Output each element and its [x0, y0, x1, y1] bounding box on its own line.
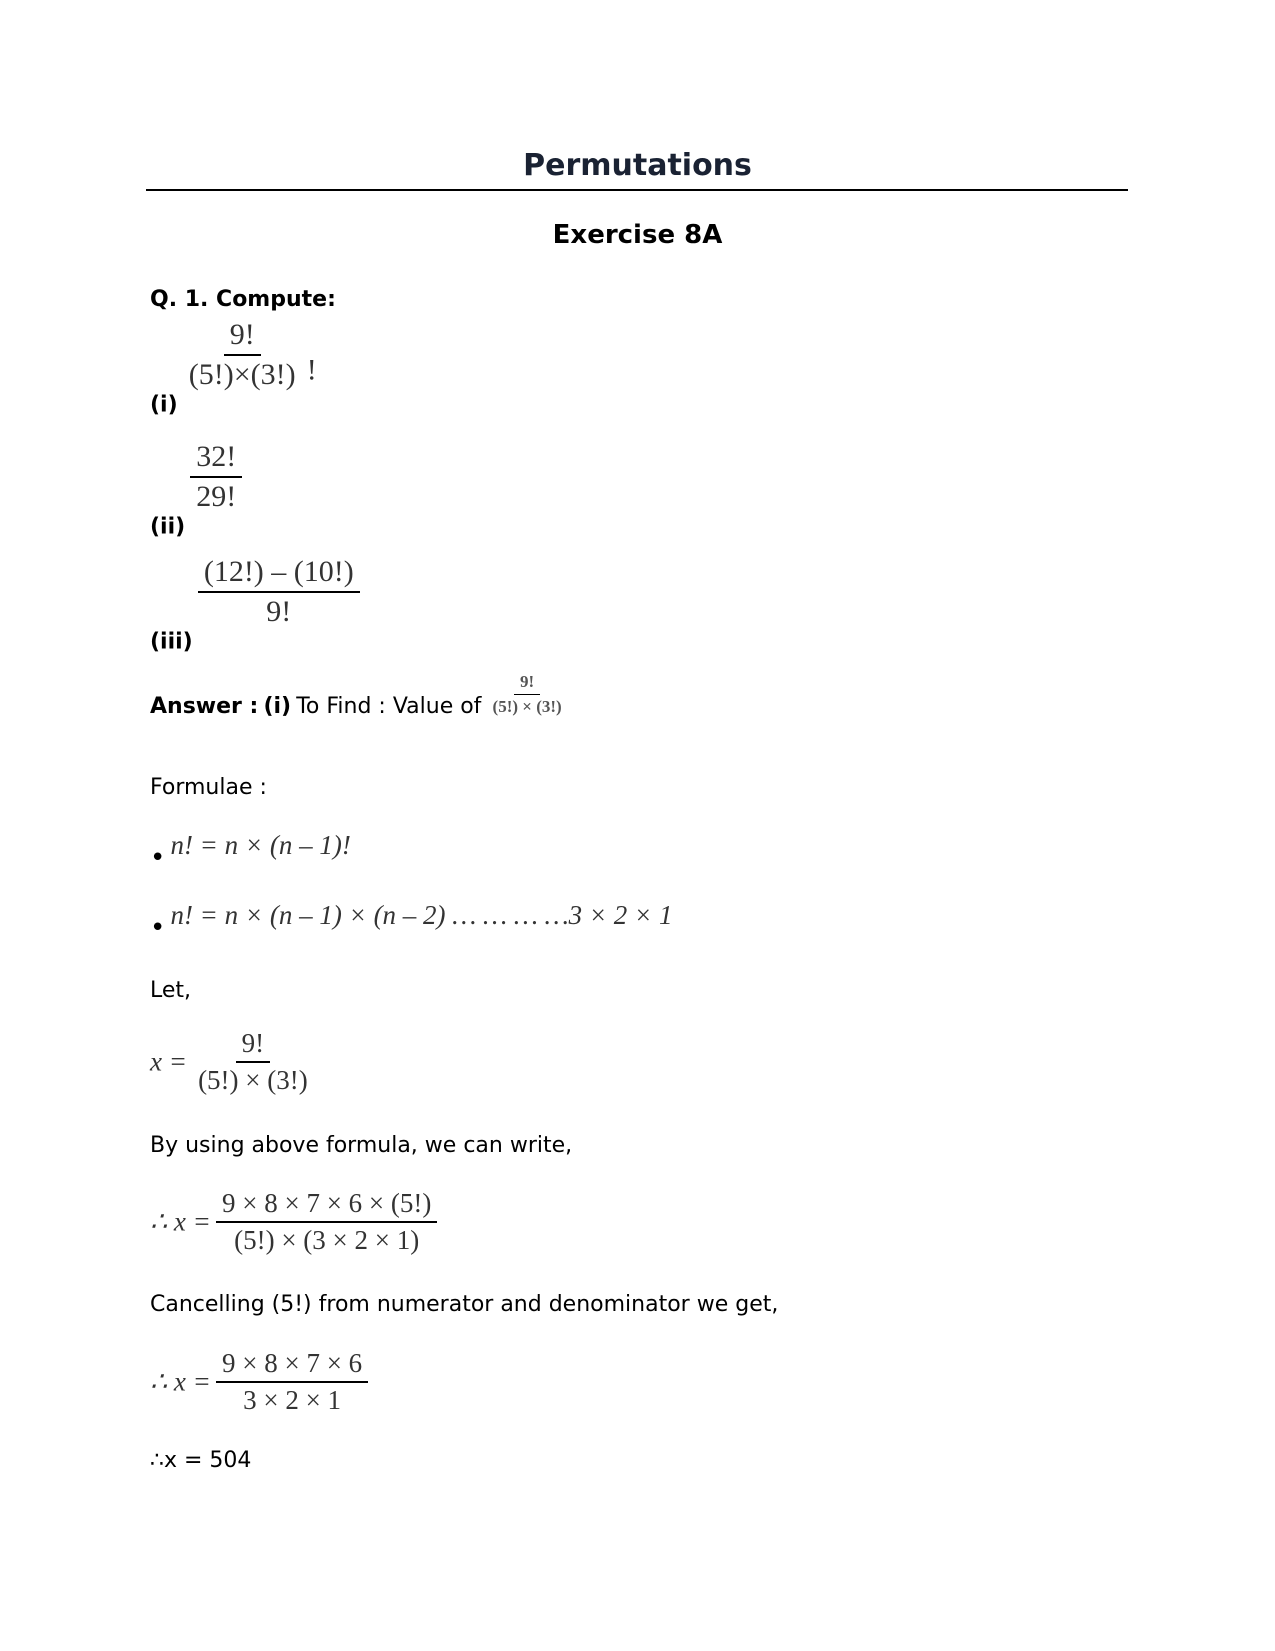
fraction-numerator: 9!	[224, 318, 261, 356]
fraction-denominator: 9!	[266, 595, 292, 628]
let-label: Let,	[150, 978, 192, 1003]
cancelling-text: Cancelling (5!) from numerator and denominator we get,	[150, 1292, 779, 1317]
question-part-ii	[150, 440, 242, 540]
equation-1-lhs: x =	[150, 1046, 187, 1077]
equation-3-lhs: ∴ x =	[150, 1366, 211, 1397]
equation-2-lhs: ∴ x =	[150, 1206, 211, 1237]
fraction-denominator: (5!) × (3!)	[198, 1065, 308, 1095]
fraction-denominator: (5!) × (3!)	[492, 697, 562, 716]
answer-line	[150, 672, 568, 719]
formula-1	[150, 830, 351, 873]
question-label: Q. 1. Compute:	[150, 287, 336, 312]
part-label-iii: (iii)	[150, 629, 193, 655]
formulae-label: Formulae :	[150, 775, 267, 800]
fraction-numerator: 9 × 8 × 7 × 6	[216, 1348, 368, 1383]
final-result: ∴x = 504	[150, 1448, 252, 1473]
bullet-icon: •	[150, 843, 166, 873]
formula-1-text: n! = n × (n – 1)!	[170, 830, 351, 860]
title-divider	[146, 189, 1128, 191]
formula-2-text: n! = n × (n – 1) × (n – 2) … … … …3 × 2 × 1	[170, 900, 673, 930]
fraction-denominator: (5!)×(3!)	[188, 358, 296, 391]
question-part-iii	[150, 555, 360, 655]
using-formula-text: By using above formula, we can write,	[150, 1133, 573, 1158]
fraction-numerator: 9!	[236, 1028, 271, 1063]
exercise-title: Exercise 8A	[552, 220, 723, 250]
fraction-numerator: 9!	[514, 672, 540, 695]
formula-2	[150, 900, 673, 943]
equation-3	[150, 1348, 368, 1416]
equation-3-fraction	[216, 1348, 368, 1416]
fraction-denominator: (5!) × (3 × 2 × 1)	[234, 1225, 420, 1255]
equation-1	[150, 1028, 314, 1096]
fraction-numerator: 9 × 8 × 7 × 6 × (5!)	[216, 1188, 437, 1223]
bullet-icon: •	[150, 913, 166, 943]
page-title: Permutations	[523, 148, 752, 183]
answer-part-label: (i)	[263, 694, 292, 719]
equation-2	[150, 1188, 437, 1256]
fraction-part-iii	[198, 555, 360, 629]
question-part-i	[150, 318, 317, 418]
equation-2-fraction	[216, 1188, 437, 1256]
fraction-numerator: 32!	[190, 440, 242, 478]
equation-1-fraction	[192, 1028, 314, 1096]
part-suffix-i: !	[306, 353, 317, 387]
answer-label: Answer :	[150, 694, 259, 719]
part-label-ii: (ii)	[150, 514, 186, 540]
fraction-denominator: 3 × 2 × 1	[243, 1385, 342, 1415]
to-find-text: To Find : Value of	[296, 694, 482, 719]
fraction-part-i	[183, 318, 302, 392]
fraction-numerator: (12!) – (10!)	[198, 555, 360, 593]
fraction-part-ii	[190, 440, 242, 514]
to-find-fraction	[487, 672, 568, 717]
fraction-denominator: 29!	[196, 480, 237, 513]
part-label-i: (i)	[150, 392, 178, 418]
